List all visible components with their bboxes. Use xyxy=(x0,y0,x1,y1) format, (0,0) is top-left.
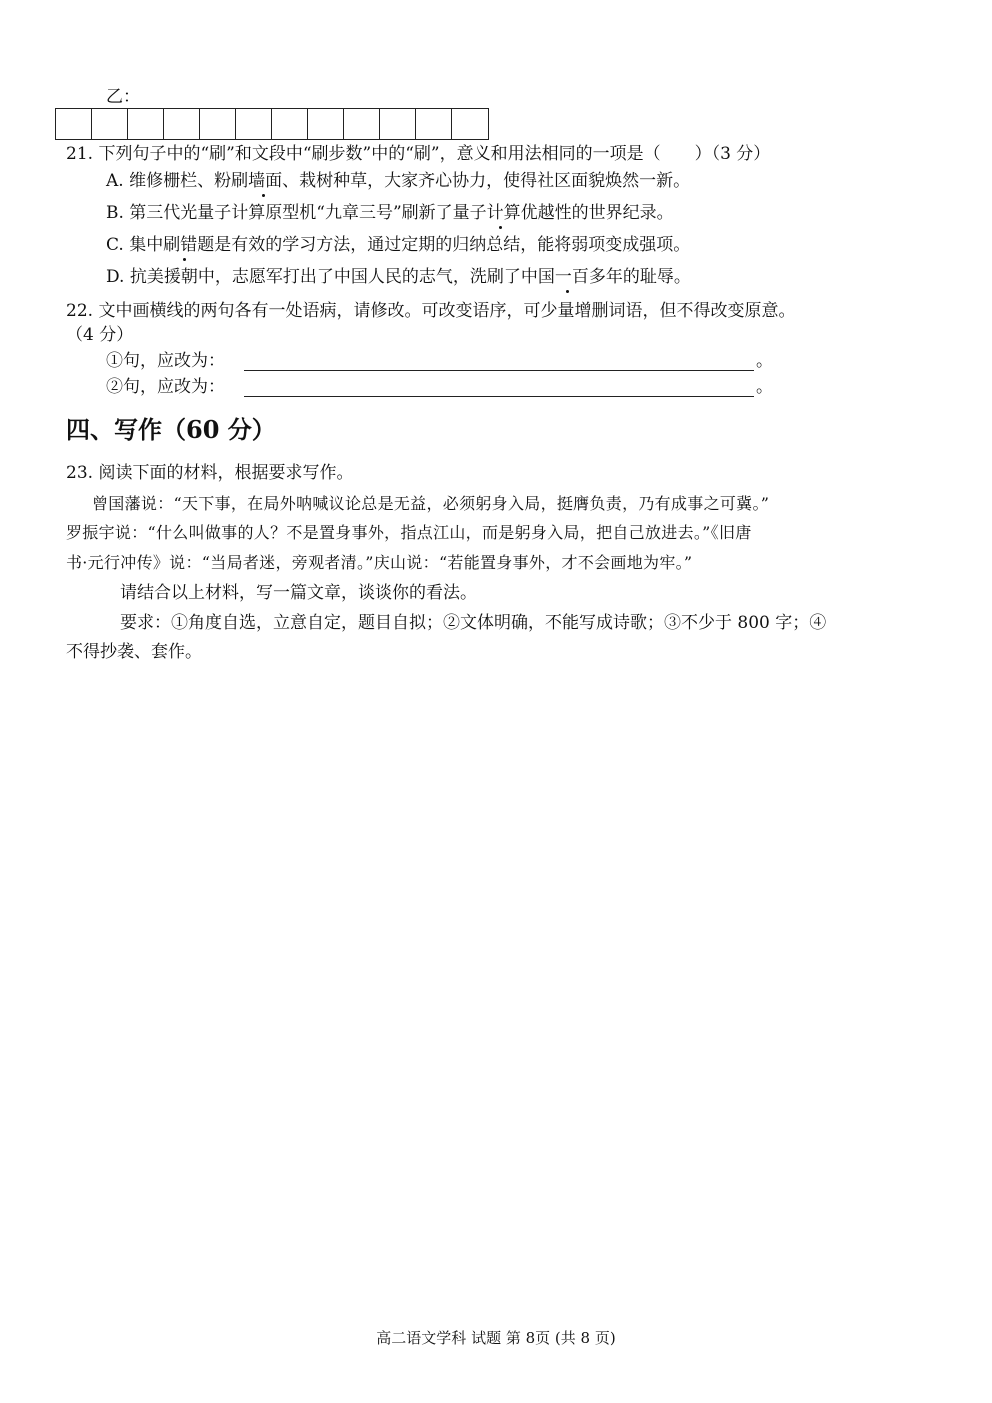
question-21-option-b: B. 第三代光量子计算原型机“九章三号”刷新了量子计算优越性的世界纪录。 xyxy=(106,203,674,223)
grid-cell[interactable] xyxy=(308,109,344,139)
grid-cell[interactable] xyxy=(200,109,236,139)
grid-cell[interactable] xyxy=(416,109,452,139)
grid-cell[interactable] xyxy=(452,109,488,139)
question-22-points: （4 分） xyxy=(66,325,134,345)
material-line-3: 书·元行冲传》说：“当局者迷，旁观者清。”庆山说：“若能置身事外，才不会画地为牢。” xyxy=(66,553,693,572)
grid-cell[interactable] xyxy=(344,109,380,139)
material-line-2: 罗振宇说：“什么叫做事的人？不是置身事外，指点江山，而是躬身入局，把自己放进去。”《旧唐 xyxy=(66,523,752,542)
emphasis-dot xyxy=(262,194,265,197)
grid-cell[interactable] xyxy=(236,109,272,139)
question-21-option-d: D. 抗美援朝中，志愿军打出了中国人民的志气，洗刷了中国一百多年的耻辱。 xyxy=(106,267,691,287)
page-footer: 高二语文学科 试题 第 8页 (共 8 页) xyxy=(376,1329,616,1347)
question-21-stem: 21. 下列句子中的“刷”和文段中“刷步数”中的“刷”，意义和用法相同的一项是（ ）（3 分） xyxy=(66,144,771,164)
emphasis-dot xyxy=(566,290,569,293)
emphasis-dot xyxy=(499,226,502,229)
emphasis-dot xyxy=(183,258,186,261)
grid-cell[interactable] xyxy=(92,109,128,139)
question-22-stem: 22. 文中画横线的两句各有一处语病，请修改。可改变语序，可少量增删词语，但不得改变原意。 xyxy=(66,301,796,321)
answer-line-1[interactable] xyxy=(244,370,754,371)
section-title: 四、写作（60 分） xyxy=(66,415,276,444)
answer-grid[interactable] xyxy=(55,108,489,140)
writing-instruction: 请结合以上材料，写一篇文章，谈谈你的看法。 xyxy=(120,583,477,603)
line-end-mark: 。 xyxy=(756,377,773,397)
question-21-option-a: A. 维修栅栏、粉刷墙面、栽树种草，大家齐心协力，使得社区面貌焕然一新。 xyxy=(106,171,691,191)
question-22-line2-label: ②句，应改为： xyxy=(106,377,225,397)
question-23-stem: 23. 阅读下面的材料，根据要求写作。 xyxy=(66,463,354,483)
grid-cell[interactable] xyxy=(56,109,92,139)
grid-cell[interactable] xyxy=(272,109,308,139)
material-line-1: 曾国藩说：“天下事，在局外呐喊议论总是无益，必须躬身入局，挺膺负责，乃有成事之可冀。” xyxy=(92,494,770,513)
answer-line-2[interactable] xyxy=(244,396,754,397)
question-22-line1-label: ①句，应改为： xyxy=(106,351,225,371)
writing-requirement-2: 不得抄袭、套作。 xyxy=(66,642,202,662)
line-end-mark: 。 xyxy=(756,351,773,371)
question-21-option-c: C. 集中刷错题是有效的学习方法，通过定期的归纳总结，能将弱项变成强项。 xyxy=(106,235,691,255)
grid-cell[interactable] xyxy=(380,109,416,139)
grid-cell[interactable] xyxy=(128,109,164,139)
grid-cell[interactable] xyxy=(164,109,200,139)
writing-requirement-1: 要求：①角度自选，立意自定，题目自拟；②文体明确，不能写成诗歌；③不少于 800 字；④ xyxy=(120,613,827,633)
grid-label: 乙： xyxy=(106,87,140,107)
